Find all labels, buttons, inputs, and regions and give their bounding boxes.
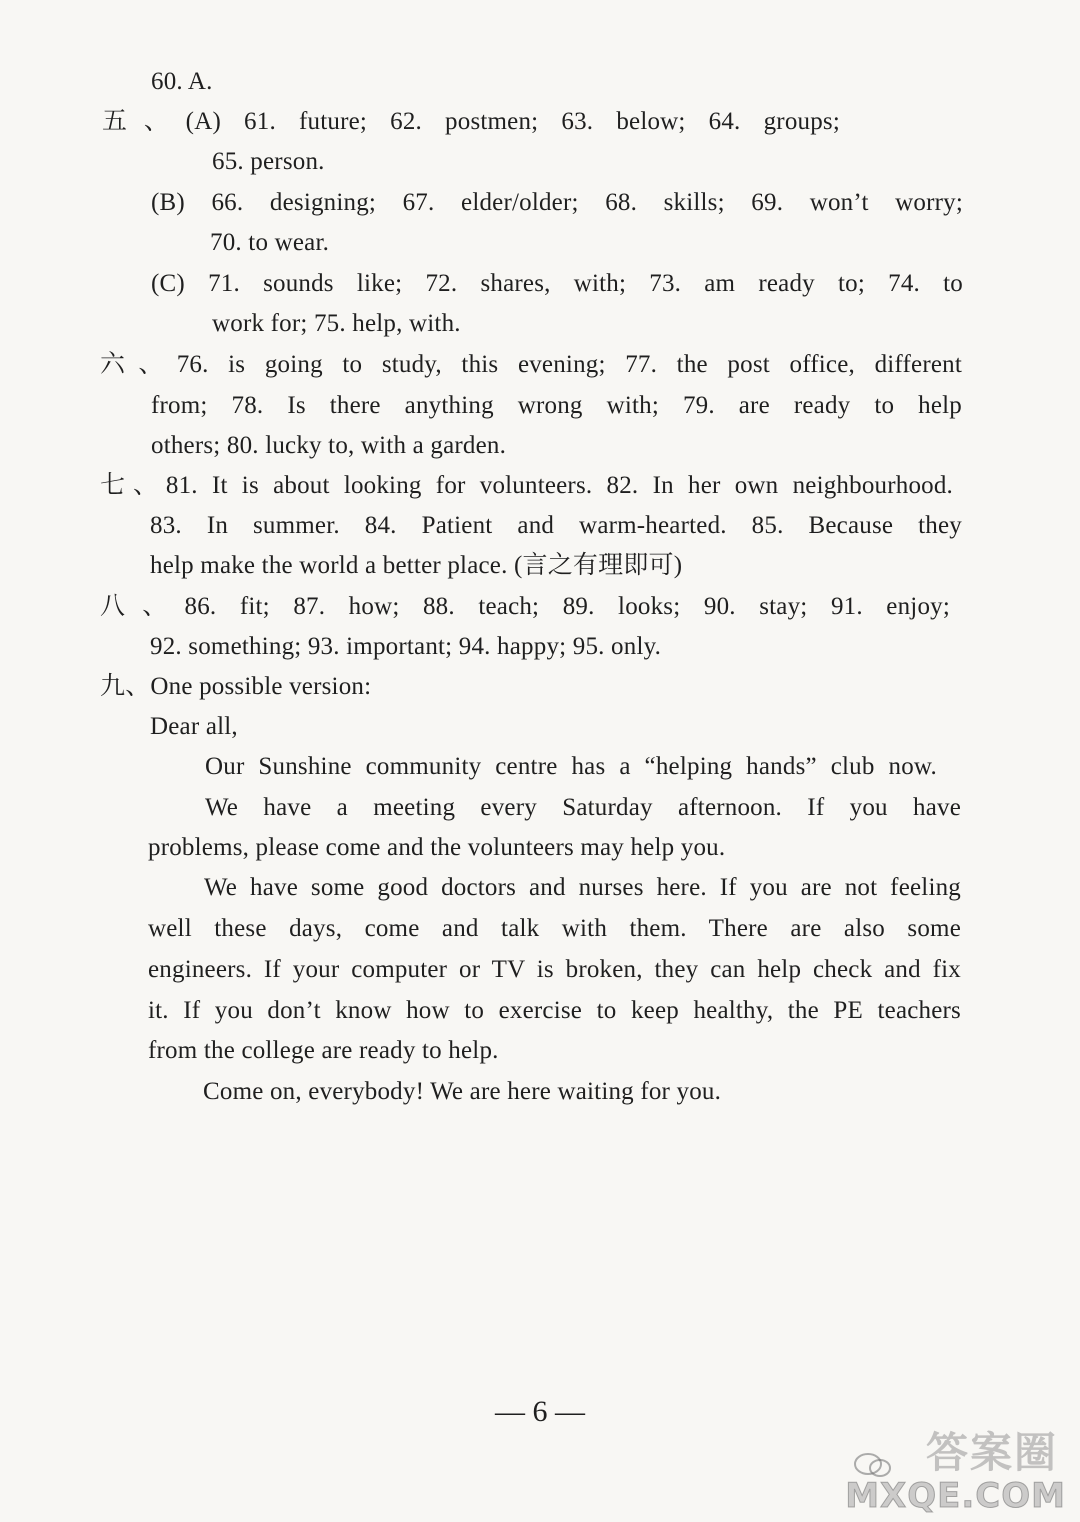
letter-paragraph-3-line-4: it. If you don’t know how to exercise to keep healthy, the PE teachers	[148, 997, 961, 1024]
letter-salutation: Dear all,	[150, 713, 238, 740]
letter-paragraph-3-line-5: from the college are ready to help.	[148, 1037, 499, 1064]
watermark-top-text: 答案圈	[925, 1428, 1058, 1477]
letter-paragraph-1: Our Sunshine community centre has a “helping hands” club now.	[205, 753, 937, 780]
answer-60: 60. A.	[151, 68, 213, 95]
page-number: — 6 —	[495, 1395, 585, 1428]
letter-paragraph-3-line-3: engineers. If your computer or TV is broken, they can help check and fix	[148, 956, 961, 983]
section-5a-line-1: 五、(A) 61. future; 62. postmen; 63. below; 64. groups;	[102, 108, 840, 135]
section-9-heading: 九、One possible version:	[100, 673, 372, 700]
section-5b-line-2: 70. to wear.	[210, 229, 330, 256]
letter-paragraph-3-line-1: We have some good doctors and nurses here. If you are not feeling	[204, 874, 961, 901]
section-6-line-1: 六、76. is going to study, this evening; 77. the post office, different	[100, 351, 962, 378]
section-8-line-2: 92. something; 93. important; 94. happy; 95. only.	[150, 633, 662, 660]
section-6-line-3: others; 80. lucky to, with a garden.	[151, 432, 507, 459]
watermark-bottom-text: MXQE.COM	[845, 1476, 1066, 1516]
section-5c-line-2: work for; 75. help, with.	[212, 310, 461, 337]
letter-paragraph-2-line-2: problems, please come and the volunteers may help you.	[148, 834, 726, 861]
section-5c-line-1: (C) 71. sounds like; 72. shares, with; 73. am ready to; 74. to	[151, 270, 963, 297]
section-7-line-3: help make the world a better place. (言之有理即可)	[150, 552, 683, 579]
section-7-line-1: 七、81. It is about looking for volunteers. 82. In her own neighbourhood.	[100, 472, 953, 499]
section-7-line-2: 83. In summer. 84. Patient and warm-hearted. 85. Because they	[150, 512, 962, 539]
section-8-line-1: 八、86. fit; 87. how; 88. teach; 89. looks; 90. stay; 91. enjoy;	[100, 593, 950, 620]
letter-closing: Come on, everybody! We are here waiting for you.	[203, 1078, 722, 1105]
letter-paragraph-2-line-1: We have a meeting every Saturday afternoon. If you have	[205, 794, 961, 821]
section-5b-line-1: (B) 66. designing; 67. elder/older; 68. skills; 69. won’t worry;	[151, 189, 963, 216]
letter-paragraph-3-line-2: well these days, come and talk with them. There are also some	[148, 915, 961, 942]
section-6-line-2: from; 78. Is there anything wrong with; 79. are ready to help	[151, 392, 962, 419]
site-watermark	[845, 1420, 1072, 1516]
section-5a-line-2: 65. person.	[212, 148, 325, 175]
